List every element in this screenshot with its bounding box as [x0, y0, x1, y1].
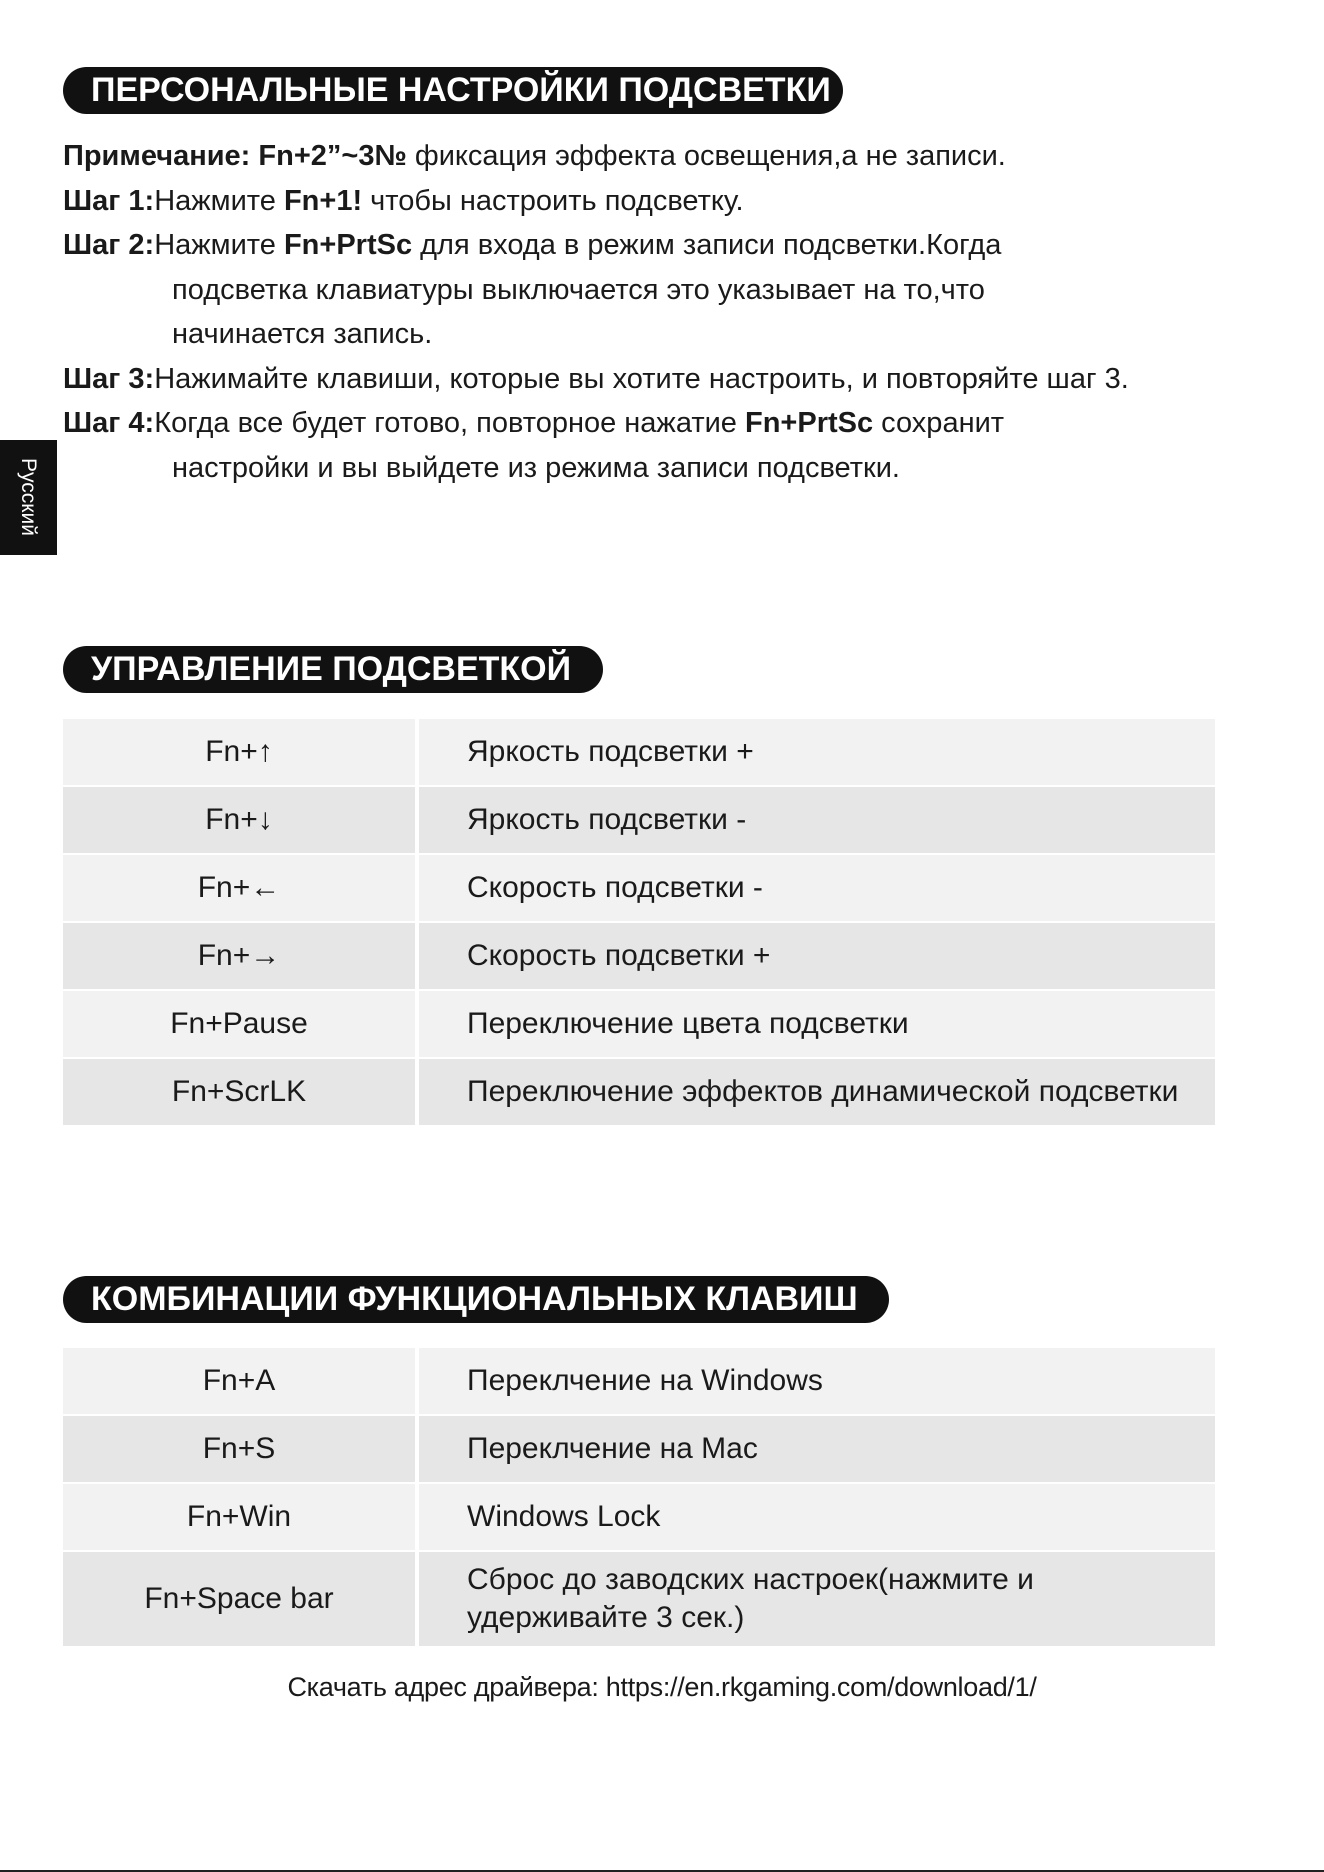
table-row	[63, 787, 1215, 853]
key-description: Переключение цвета подсветки	[419, 991, 1215, 1057]
step-4-text-post: сохранит	[873, 407, 1005, 439]
key-combo: Fn+Pause	[63, 991, 415, 1057]
key-combo: Fn+ScrLK	[63, 1059, 415, 1125]
step-4-key: Fn+PrtSc	[745, 407, 874, 439]
note-text: фиксация эффекта освещения,а не записи.	[406, 140, 1006, 172]
table-row	[63, 1552, 1215, 1646]
step-2	[63, 223, 1313, 268]
section-heading-function-keys: КОМБИНАЦИИ ФУНКЦИОНАЛЬНЫХ КЛАВИШ	[63, 1276, 889, 1323]
key-combo: Fn+↓	[63, 787, 415, 853]
key-combo: Fn+S	[63, 1416, 415, 1482]
step-3	[63, 357, 1313, 402]
step-3-text: Нажимайте клавиши, которые вы хотите настроить, и повторяйте шаг 3.	[154, 362, 1129, 395]
key-description: Скорость подсветки -	[419, 855, 1215, 921]
step-1-key: Fn+1!	[283, 184, 363, 217]
table-row	[63, 719, 1215, 785]
step-3-label: Шаг 3:	[63, 362, 155, 395]
key-description: Переклчение на Windows	[419, 1348, 1215, 1414]
table-row	[63, 1416, 1215, 1482]
step-4-line-2: настройки и вы выйдете из режима записи подсветки.	[172, 451, 900, 484]
step-2-key: Fn+PrtSc	[283, 229, 413, 261]
table-row	[63, 923, 1215, 989]
key-description: Сброс до заводских настроек(нажмите и удерживайте 3 сек.)	[419, 1552, 1215, 1646]
table-row	[63, 1484, 1215, 1550]
table-row	[63, 855, 1215, 921]
table-row	[63, 1348, 1215, 1414]
function-keys-table	[63, 1348, 1215, 1646]
key-combo: Fn+A	[63, 1348, 415, 1414]
key-description: Скорость подсветки +	[419, 923, 1215, 989]
key-combo: Fn+←	[63, 855, 415, 921]
step-2-label: Шаг 2:	[63, 229, 155, 261]
key-description: Переклчение на Mac	[419, 1416, 1215, 1482]
note-label: Примечание: Fn+2”~3№	[63, 140, 407, 172]
step-4-text-pre: Когда все будет готово, повторное нажатие	[154, 407, 745, 439]
step-4	[63, 401, 1313, 446]
lighting-control-table	[63, 719, 1215, 1125]
step-1-text-post: чтобы настроить подсветку.	[362, 184, 744, 217]
key-description: Яркость подсветки +	[419, 719, 1215, 785]
language-tab-label: Русский	[17, 458, 40, 536]
section-heading-lighting-settings: ПЕРСОНАЛЬНЫЕ НАСТРОЙКИ ПОДСВЕТКИ	[63, 67, 843, 114]
key-combo: Fn+→	[63, 923, 415, 989]
key-description: Переключение эффектов динамической подсветки	[419, 1059, 1215, 1125]
key-description: Яркость подсветки -	[419, 787, 1215, 853]
driver-download-note: Скачать адрес драйвера: https://en.rkgaming.com/download/1/	[287, 1672, 1037, 1702]
note-line	[63, 134, 1313, 179]
key-description: Windows Lock	[419, 1484, 1215, 1550]
step-1	[63, 179, 1313, 224]
step-4-label: Шаг 4:	[63, 407, 155, 439]
table-row	[63, 1059, 1215, 1125]
key-combo: Fn+↑	[63, 719, 415, 785]
language-tab	[0, 440, 57, 555]
step-1-text-pre: Нажмите	[154, 184, 284, 217]
key-combo: Fn+Win	[63, 1484, 415, 1550]
key-combo: Fn+Space bar	[63, 1552, 415, 1646]
step-1-label: Шаг 1:	[63, 184, 155, 217]
section-heading-lighting-control: УПРАВЛЕНИЕ ПОДСВЕТКОЙ	[63, 646, 603, 693]
lighting-instructions	[63, 134, 1313, 490]
step-2-line-3: начинается запись.	[172, 318, 433, 350]
table-row	[63, 991, 1215, 1057]
step-2-line-2: подсветка клавиатуры выключается это указывает на то,что	[172, 273, 985, 306]
step-2-text-post: для входа в режим записи подсветки.Когда	[412, 229, 1002, 261]
step-2-text-pre: Нажмите	[154, 229, 284, 261]
